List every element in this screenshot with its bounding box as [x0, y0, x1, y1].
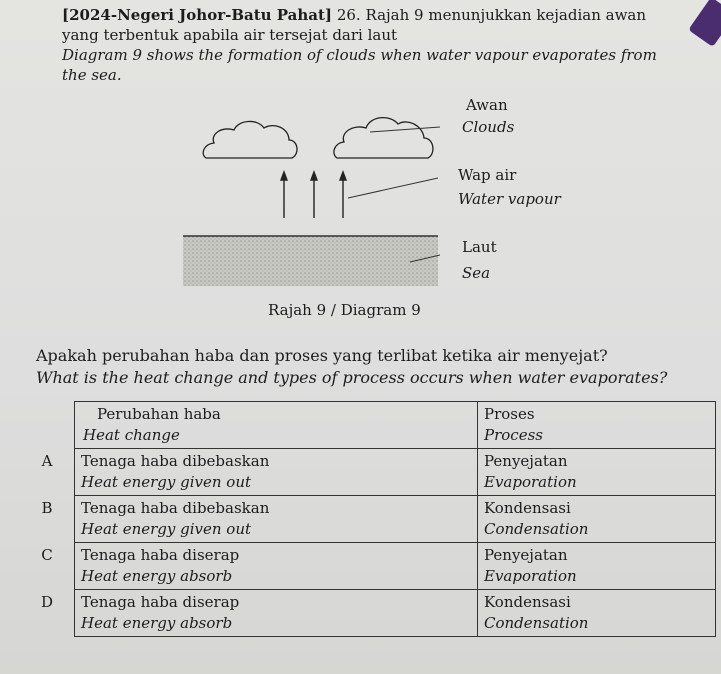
option-row-a[interactable]: [20, 449, 716, 496]
option-process-malay: Kondensasi: [484, 499, 571, 517]
question-english-2: the sea.: [62, 66, 122, 84]
header-process-english: Process: [484, 426, 543, 444]
prompt-english: What is the heat change and types of process occurs when water evaporates?: [36, 368, 668, 387]
option-row-b[interactable]: [20, 496, 716, 543]
evaporation-diagram: [0, 0, 721, 300]
question-malay-2: yang terbentuk apabila air tersejat dari laut: [62, 26, 398, 44]
label-sea-english: Sea: [462, 264, 491, 282]
option-change-english: Heat energy absorb: [81, 614, 233, 632]
option-process-malay: Kondensasi: [484, 593, 571, 611]
option-row-d[interactable]: [20, 590, 716, 637]
option-process-malay: Penyejatan: [484, 546, 568, 564]
label-vapour-english: Water vapour: [458, 190, 561, 208]
header-heat-change: [75, 402, 478, 449]
header-change-malay: Perubahan haba: [97, 405, 221, 423]
option-letter: D: [20, 590, 75, 637]
diagram-caption: Rajah 9 / Diagram 9: [268, 301, 421, 319]
header-process: [478, 402, 716, 449]
cloud-left-icon: [203, 121, 297, 158]
option-letter: C: [20, 543, 75, 590]
option-change-malay: Tenaga haba diserap: [81, 546, 240, 564]
label-vapour-malay: Wap air: [458, 166, 517, 184]
table-header-row: [20, 402, 716, 449]
option-row-c[interactable]: [20, 543, 716, 590]
label-sea-malay: Laut: [462, 238, 497, 256]
option-process-english: Condensation: [484, 520, 589, 538]
option-process-english: Condensation: [484, 614, 589, 632]
option-change-english: Heat energy absorb: [81, 567, 233, 585]
question-number: 26.: [336, 6, 361, 24]
option-process-english: Evaporation: [484, 473, 577, 491]
option-change-english: Heat energy given out: [81, 473, 252, 491]
vapour-arrows-icon: [281, 172, 346, 218]
question-header: [2024-Negeri Johor-Batu Pahat]: [62, 6, 333, 24]
option-change-malay: Tenaga haba diserap: [81, 593, 240, 611]
option-change-malay: Tenaga haba dibebaskan: [81, 499, 270, 517]
option-process-malay: Penyejatan: [484, 452, 568, 470]
header-change-english: Heat change: [83, 426, 180, 444]
options-table: [20, 401, 716, 637]
label-clouds-malay: Awan: [466, 96, 508, 114]
question-malay-1: Rajah 9 menunjukkan kejadian awan: [365, 6, 647, 24]
option-process-english: Evaporation: [484, 567, 577, 585]
option-letter: B: [20, 496, 75, 543]
prompt-malay: Apakah perubahan haba dan proses yang terlibat ketika air menyejat?: [36, 346, 608, 365]
option-change-malay: Tenaga haba dibebaskan: [81, 452, 270, 470]
option-letter: A: [20, 449, 75, 496]
label-clouds-english: Clouds: [462, 118, 515, 136]
sea-surface: [183, 236, 438, 286]
question-english-1: Diagram 9 shows the formation of clouds when water vapour evaporates from: [62, 46, 657, 64]
cloud-right-icon: [334, 118, 433, 158]
option-change-english: Heat energy given out: [81, 520, 252, 538]
header-process-malay: Proses: [484, 405, 535, 423]
